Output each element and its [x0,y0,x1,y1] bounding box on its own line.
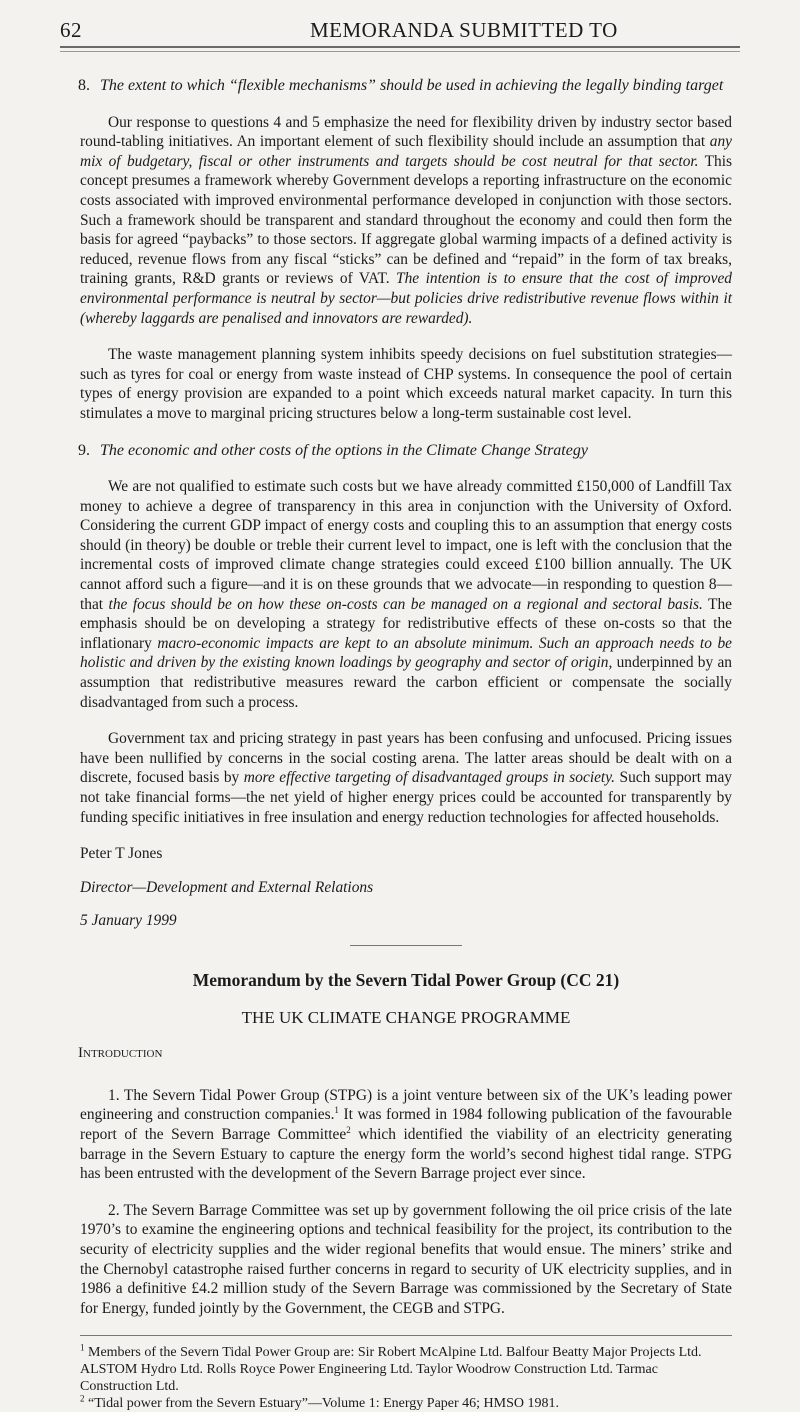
emphasis-run: more effective targeting of disadvantaged groups in society. [243,769,616,787]
header-rule [60,46,740,52]
introduction-heading: Introduction [78,1045,163,1062]
text-run: It was formed in 1984 following publication of the favourable report of the Severn Barrage Committee [80,1106,732,1143]
footnote-2 [80,1395,732,1412]
section-9-title: The economic and other costs of the options in the Climate Change Strategy [100,441,588,459]
footnote-number: 1 [80,1342,85,1353]
footnote-1 [80,1344,732,1395]
section-9-number: 9. [78,441,90,459]
memorandum-paragraph-2: 2. The Severn Barrage Committee was set up by government following the oil price crisis of the late 1970’s to examine the engineering options and technical feasibility for the project, its contribution to the security of electricity supplies and the wider regional benefits that would ensue. The miners’ strike and the Chernobyl catastrophe raised further concerns in regard to security of UK electricity supplies, and in 1986 a definitive £4.2 million study of the Severn Barrage was commissioned by the Secretary of State for Energy, funded jointly by the Government, the CEGB and STPG. [80,1201,732,1317]
signature-role: Director—Development and External Relations [80,878,374,896]
section-9-paragraph-2 [80,729,732,827]
text-run: Our response to questions 4 and 5 emphasize the need for flexibility driven by industry sector based round-tabling initiatives. An important element of such flexibility should include an assumption that [80,113,732,151]
footnote-mark: 2 [346,1124,351,1135]
text-run: which identified the viability of an electricity generating barrage in the Severn Estuary to capture the energy form the world’s second highest tidal range. STPG has been entrusted with the development of the Severn Barrage project ever since. [80,1125,732,1183]
document-body [80,76,732,1412]
section-8-title: The extent to which “flexible mechanisms” should be used in achieving the legally binding target [100,77,724,94]
emphasis-run: the focus should be on how these on-costs can be managed on a regional and sectoral basis. [108,595,703,613]
text-run: 1. The Severn Tidal Power Group (STPG) is a joint venture between six of the UK’s leading power engineering and construction companies. [80,1086,732,1124]
footnote-text: Members of the Severn Tidal Power Group are: Sir Robert McAlpine Ltd. Balfour Beatty Major Projects Ltd. ALSTOM Hydro Ltd. Rolls Royce Power Engineering Ltd. Taylor Woodrow Construction Ltd. Tarmac Construction Ltd. [80,1345,702,1395]
emphasis-run: The intention is to ensure that the cost of improved environmental performance is neutral by sector—but policies drive redistributive revenue flows within it (whereby laggards are penalised and innovators are rewarded). [80,270,732,327]
text-run: underpinned by an assumption that redistributive measures reward the carbon efficient or compensate the socially disadvantaged from such a process. [80,654,732,711]
footnote-number: 2 [80,1393,85,1404]
text-run: We are not qualified to estimate such costs but we have already committed £150,000 of Landfill Tax money to achieve a degree of transparency in this area in conjunction with the University of Oxford. Considering the current GDP impact of energy costs and coupling this to an assumption that energy costs should (in theory) be double or treble their current level to impact, one is left with the conclusion that the incremental costs of improved climate change strategies could exceed £100 billion annually. The UK cannot afford such a figure—and it is on these grounds that we advocate—in responding to question 8—that [80,478,732,613]
section-8-number: 8. [78,77,90,94]
footnote-rule [80,1335,732,1336]
signature-name: Peter T Jones [80,845,163,863]
text-run: Government tax and pricing strategy in past years has been confusing and unfocused. Pricing issues have been nullified by concerns in the social costing arena. The latter areas should be dealt with on a discrete, focused basis by [80,730,732,787]
section-divider [350,945,462,946]
text-run: This concept presumes a framework whereby Government develops a reporting infrastructure on the economic costs associated with improved environmental performance developed in conjunction with those sectors. Such a framework should be transparent and standard throughout the economy and could then form the basis for agreed “paybacks” to those sectors. If aggregate global warming impacts of a defined activity is reduced, revenue flows from any fiscal “sticks” can be defined and “repaid” in the form of tax breaks, training grants, R&D grants or reviews of VAT. [80,152,733,288]
text-run: The emphasis should be on developing a strategy for redistributive effects of these on-costs so that the inflationary [80,595,732,652]
footnote-mark: 1 [334,1105,339,1116]
running-title: MEMORANDA SUBMITTED TO [310,18,618,42]
memorandum-paragraph-1 [80,1086,732,1184]
section-8-heading [78,76,732,96]
text-run: Such support may not take financial forms—the net yield of higher energy prices could be accounted for transparently by funding specific initiatives in free insulation and energy reduction technologies for affected households. [80,769,732,826]
page-number: 62 [60,18,82,42]
memorandum-subtitle: THE UK CLIMATE CHANGE PROGRAMME [241,1007,571,1027]
section-9-paragraph-1 [80,477,732,712]
section-8-paragraph-2: The waste management planning system inhibits speedy decisions on fuel substitution strategies—such as tyres for coal or energy from waste instead of CHP systems. In consequence the pool of certain types of energy provision are expanded to a point which exceeds natural market capacity. In turn this stimulates a move to marginal pricing structures below a long-term sustainable cost level. [80,346,732,422]
emphasis-run: any mix of budgetary, fiscal or other instruments and targets should be cost neutral for that sector. [80,133,732,170]
section-9-heading [78,441,732,461]
memorandum-title: Memorandum by the Severn Tidal Power Group (CC 21) [192,969,620,990]
section-8-paragraph-1 [80,113,732,329]
signature-date: 5 January 1999 [80,912,177,930]
footnote-text: “Tidal power from the Severn Estuary”—Volume 1: Energy Paper 46; HMSO 1981. [84,1396,560,1412]
emphasis-run: macro-economic impacts are kept to an absolute minimum. Such an approach needs to be holistic and driven by the existing known loadings by geography and sector of origin, [80,634,732,672]
